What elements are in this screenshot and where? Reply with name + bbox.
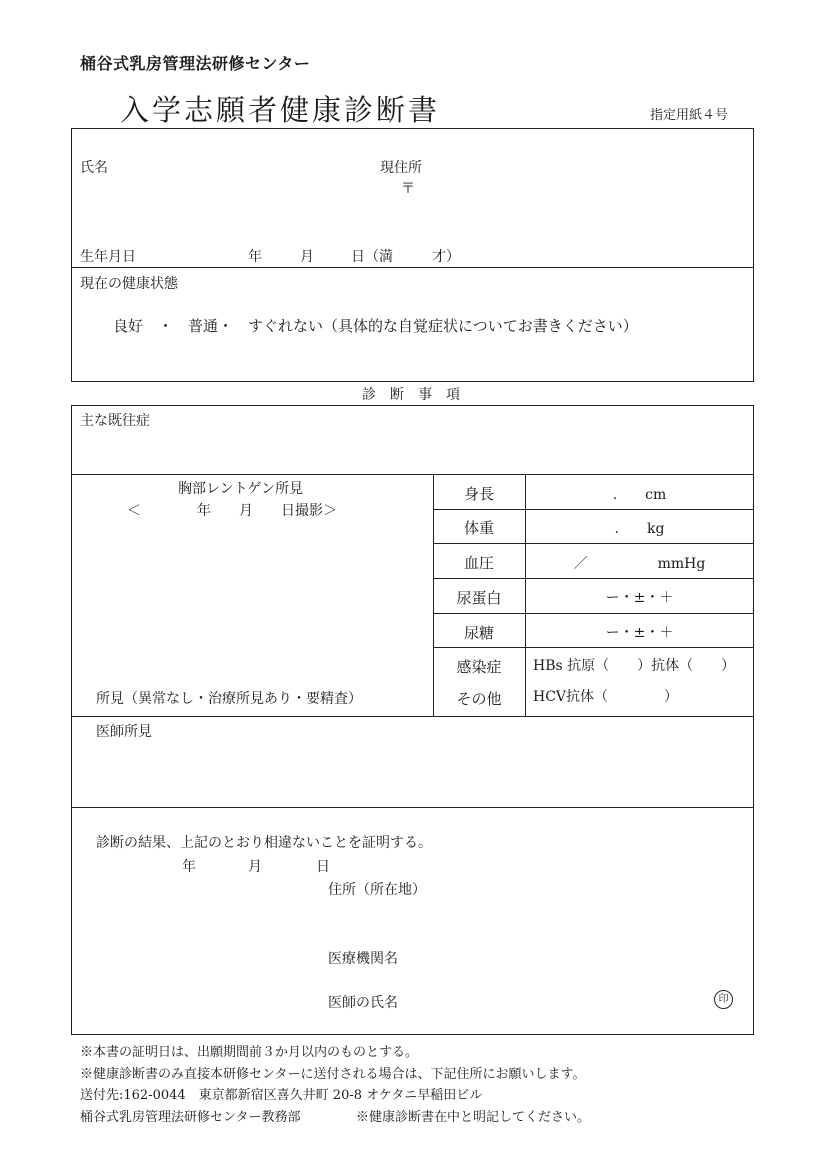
age-close-label: 才） [432, 249, 460, 265]
cert-year-label: 年 [182, 859, 196, 875]
height-label: 身長 [463, 485, 494, 503]
name-label: 氏名 [80, 160, 108, 176]
xray-title: 胸部レントゲン所見 [178, 481, 304, 497]
footer-note-envelope: ※健康診断書在中と明記してください。 [356, 1110, 591, 1125]
weight-value: . kg [614, 521, 665, 537]
divider [433, 509, 754, 510]
medical-history-label: 主な既往症 [80, 413, 150, 429]
urine-protein-label: 尿蛋白 [456, 589, 502, 607]
divider [433, 613, 754, 614]
institution-name-label: 医療機関名 [328, 951, 398, 967]
footer-note-validity: ※本書の証明日は、出願期間前３か月以内のものとする。 [80, 1045, 419, 1060]
birth-day-age-label: 日（満 [351, 249, 393, 265]
health-status-options: 良好 ・ 普通・ すぐれない（具体的な自覚症状についてお書きください） [113, 317, 638, 335]
institution-address-label: 住所（所在地） [328, 882, 426, 898]
infection-label: 感染症 [456, 658, 502, 676]
divider [433, 543, 754, 544]
certification-statement: 診断の結果、上記のとおり相違ないことを証明する。 [96, 835, 432, 851]
health-status-label: 現在の健康状態 [80, 276, 178, 292]
height-value: . cm [612, 487, 667, 503]
divider [433, 647, 754, 648]
urine-sugar-label: 尿糖 [463, 624, 494, 642]
cert-day-label: 日 [316, 859, 330, 875]
footer-department: 桶谷式乳房管理法研修センター教務部 [80, 1110, 301, 1125]
weight-label: 体重 [463, 519, 494, 537]
footer-note-mailing: ※健康診断書のみ直接本研修センターに送付される場合は、下記住所にお願いします。 [80, 1067, 586, 1082]
address-label: 現住所 [380, 160, 422, 176]
divider [71, 716, 754, 717]
doctor-findings-label: 医師所見 [96, 724, 152, 740]
xray-date: ＜ 年 月 日撮影＞ [127, 503, 337, 519]
divider [71, 807, 754, 808]
doctor-name-label: 医師の氏名 [328, 995, 398, 1011]
footer-send-address: 送付先:162-0044 東京都新宿区喜久井町 20-8 オケタニ早稲田ビル [80, 1088, 483, 1103]
organization-name: 桶谷式乳房管理法研修センター [80, 54, 311, 73]
divider [71, 474, 754, 475]
postal-mark: 〒 [401, 181, 415, 197]
urine-sugar-value: ー・±・＋ [605, 625, 674, 641]
document-title: 入学志願者健康診断書 [120, 93, 441, 127]
hcv-test: HCV抗体（ ） [533, 689, 679, 705]
birth-month-label: 月 [300, 249, 314, 265]
diagnosis-section-title: 診 断 事 項 [362, 387, 460, 403]
blood-pressure-value: ／ mmHg [573, 556, 706, 572]
urine-protein-value: ー・±・＋ [605, 590, 674, 606]
divider [71, 267, 754, 268]
seal-mark: 印 [714, 990, 733, 1009]
divider [433, 578, 754, 579]
xray-findings: 所見（異常なし・治療所見あり・要精査） [96, 691, 362, 707]
birth-date-label: 生年月日 [80, 249, 136, 265]
hbs-test: HBs 抗原（ ）抗体（ ） [533, 658, 736, 674]
cert-month-label: 月 [248, 859, 262, 875]
other-label: その他 [456, 690, 502, 708]
form-number: 指定用紙４号 [650, 108, 729, 123]
birth-year-label: 年 [248, 249, 262, 265]
blood-pressure-label: 血圧 [463, 554, 494, 572]
